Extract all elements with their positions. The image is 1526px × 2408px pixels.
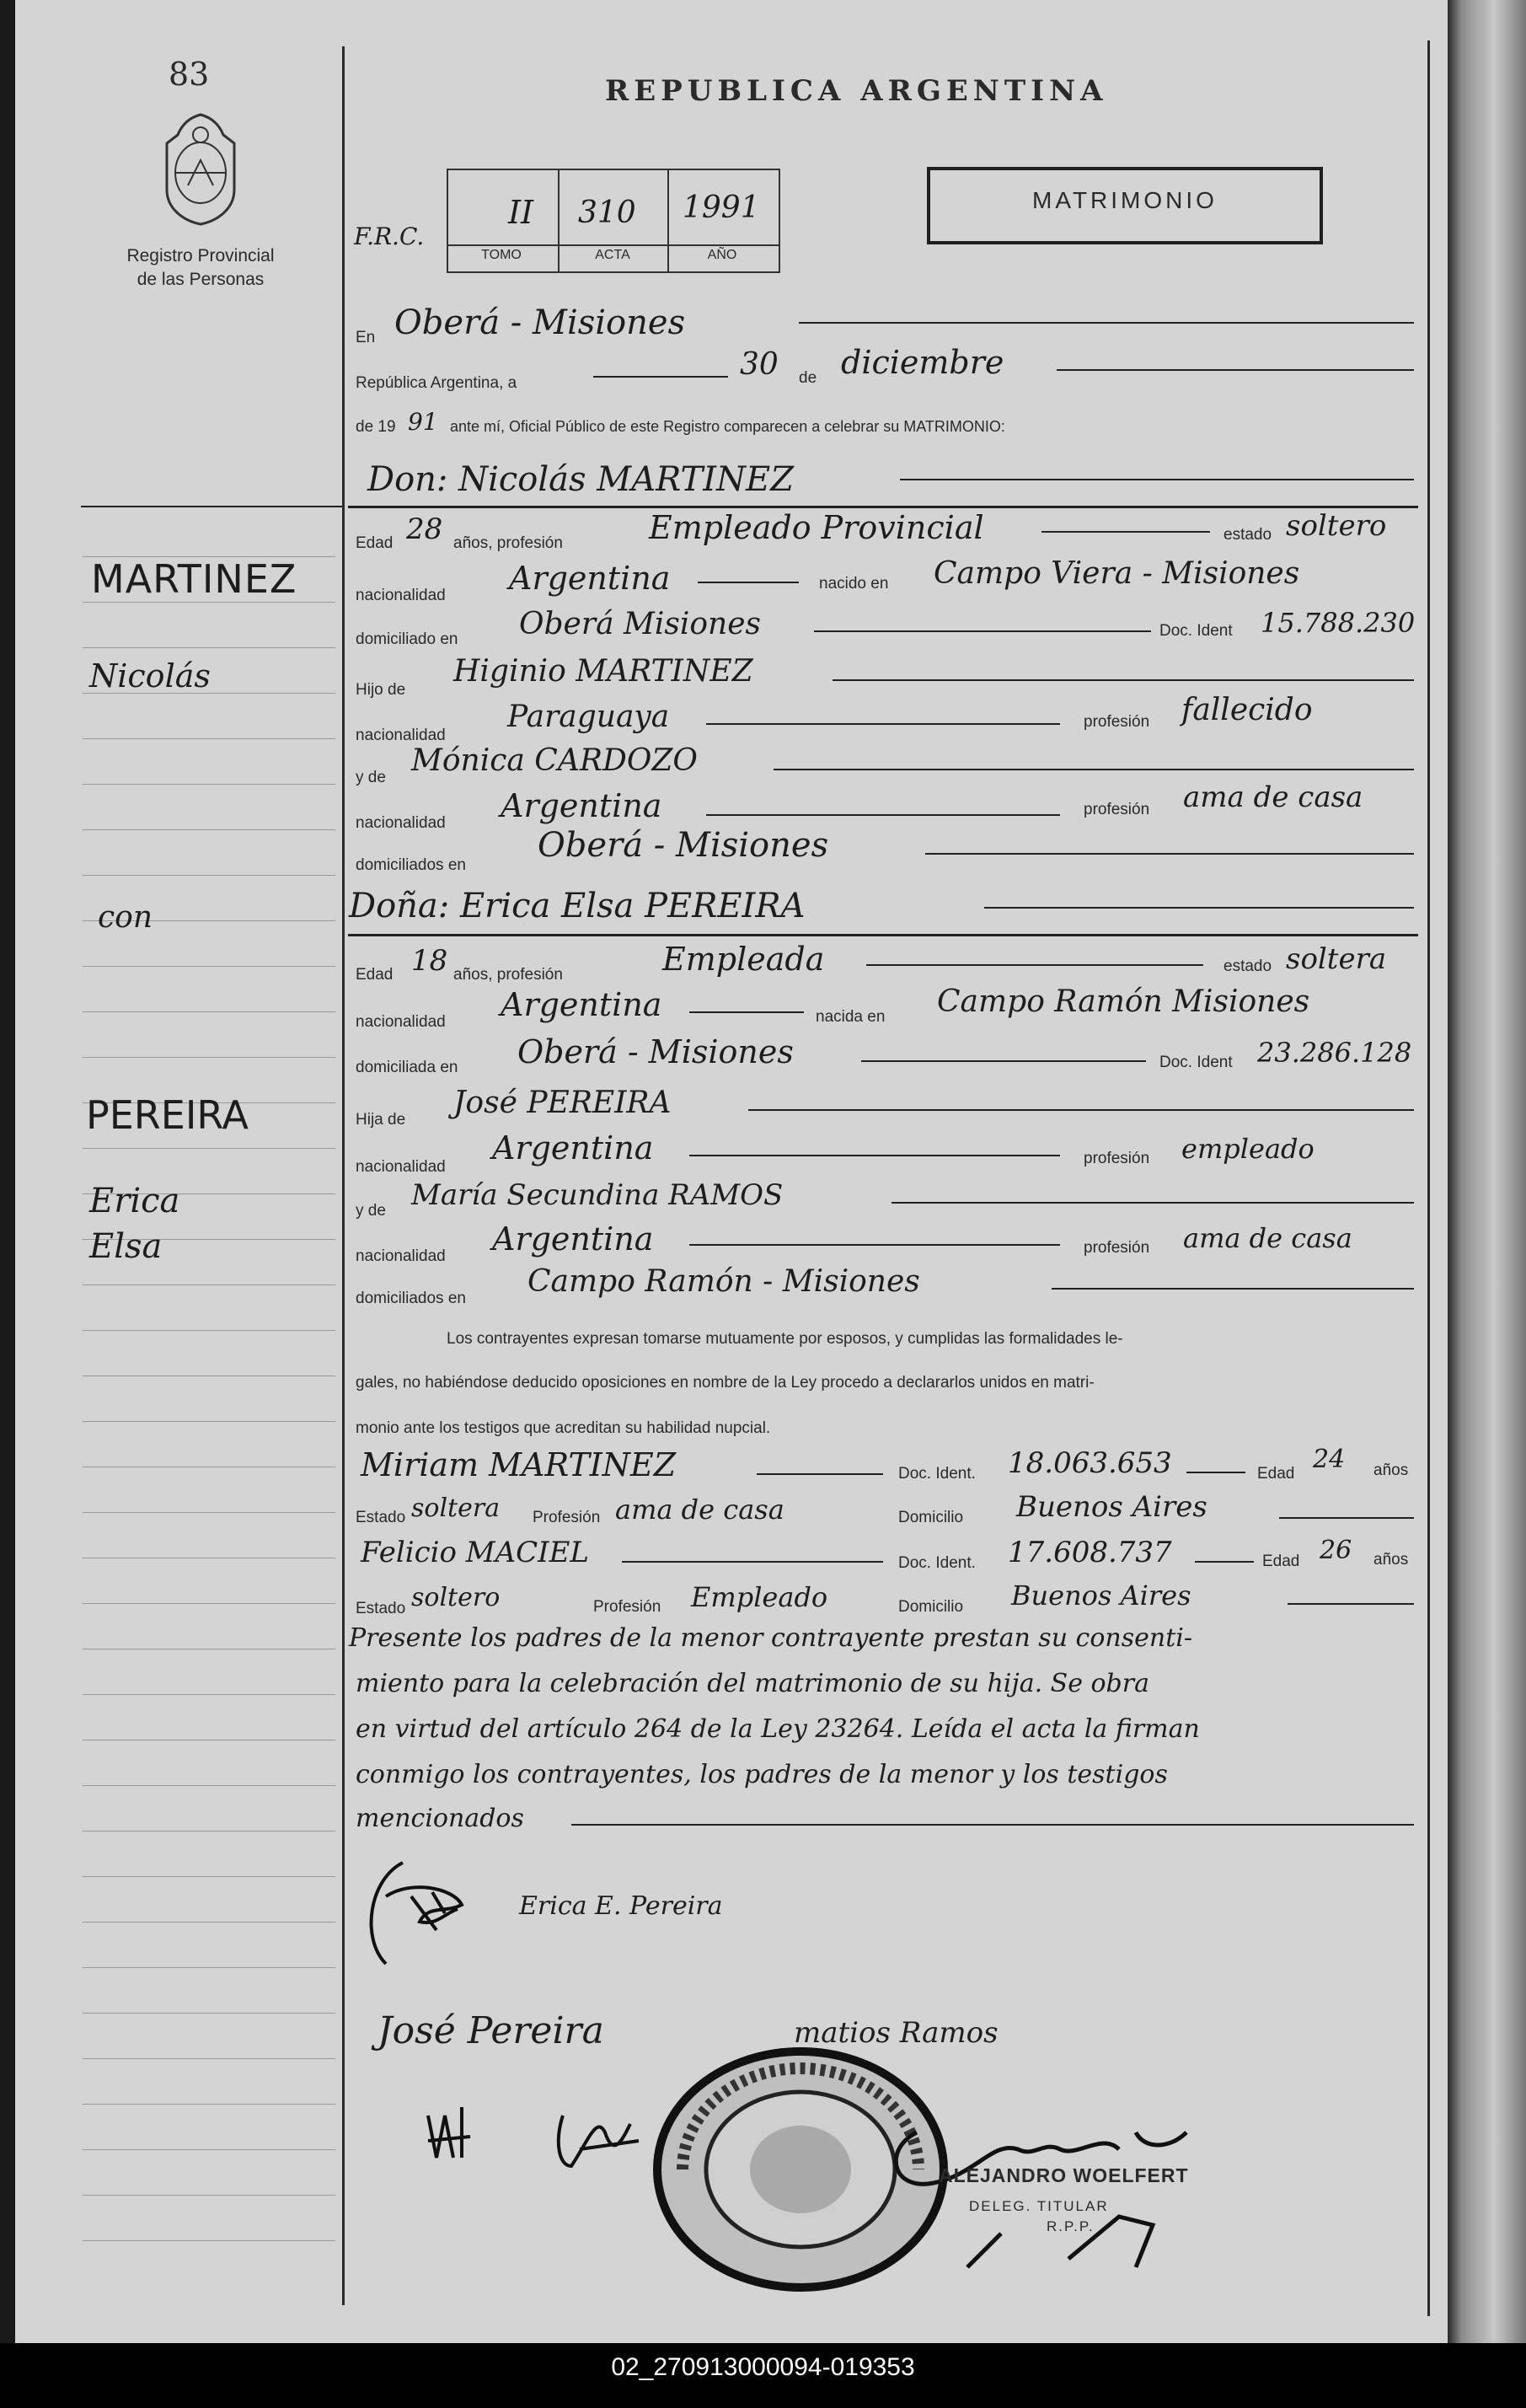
- groom-nat-label: nacionalidad: [356, 587, 446, 604]
- groom-hijo-label: Hijo de: [356, 681, 406, 699]
- footer-image-id: 02_270913000094-019353: [611, 2353, 915, 2381]
- frc-label: F.R.C.: [354, 223, 425, 250]
- witness2-age: 26: [1320, 1536, 1352, 1565]
- groom-age: 28: [406, 512, 443, 546]
- en-label: En: [356, 329, 376, 346]
- margin-bride-name2: Elsa: [89, 1227, 163, 1266]
- groom-birthplace: Campo Viera - Misiones: [934, 556, 1300, 591]
- witness1-status: soltera: [411, 1494, 501, 1523]
- registry-name-line2: de las Personas: [137, 270, 265, 289]
- country-title: REPUBLICA ARGENTINA: [605, 74, 1108, 108]
- official-title: DELEG. TITULAR: [969, 2198, 1109, 2214]
- bride-nationality: Argentina: [501, 986, 662, 1023]
- bride-hija-label: Hija de: [356, 1111, 406, 1129]
- bride-status: soltera: [1286, 942, 1387, 976]
- groom-residence: Oberá Misiones: [519, 607, 761, 641]
- witness2-prof-label: Profesión: [593, 1598, 661, 1616]
- rep-label: República Argentina, a: [356, 374, 517, 392]
- groom-father-occ: fallecido: [1181, 693, 1313, 727]
- bride-edad-label: Edad: [356, 966, 394, 984]
- witness2-occupation: Empleado: [691, 1581, 828, 1613]
- groom-mother-occ: ama de casa: [1183, 780, 1363, 814]
- bride-occupation: Empleada: [662, 941, 825, 978]
- witness2-doc: 17.608.737: [1008, 1536, 1172, 1569]
- margin-bride-surname: PEREIRA: [86, 1092, 249, 1138]
- intro-year-prefix: de 19: [356, 418, 396, 436]
- witness1-estado-label: Estado: [356, 1509, 406, 1526]
- intro-day: 30: [740, 347, 779, 382]
- page-number: 83: [169, 56, 210, 93]
- bride-father-nat: Argentina: [492, 1129, 654, 1166]
- official-signature: [866, 2099, 1237, 2276]
- registry-name-line1: Registro Provincial: [126, 246, 275, 265]
- witness2-domicile: Buenos Aires: [1011, 1579, 1191, 1612]
- official-name: ALEJANDRO WOELFERT: [939, 2164, 1189, 2186]
- witness2-name: Felicio MACIEL: [361, 1536, 590, 1569]
- groom-nationality: Argentina: [509, 560, 671, 597]
- bride-yde-label: y de: [356, 1202, 386, 1220]
- witness1-doc: 18.063.653: [1008, 1446, 1172, 1480]
- bride-nat-label: nacionalidad: [356, 1013, 446, 1031]
- margin-bride-name1: Erica: [89, 1182, 180, 1220]
- witness1-occupation: ama de casa: [615, 1494, 784, 1526]
- bride-mother-occ-label: profesión: [1084, 1239, 1150, 1257]
- margin-header-rule: [81, 506, 342, 507]
- witness1-prof-label: Profesión: [533, 1509, 601, 1526]
- groom-yde-label: y de: [356, 769, 386, 786]
- witness-signatures: [411, 2090, 672, 2183]
- witness2-status: soltero: [411, 1583, 501, 1612]
- coat-of-arms-icon: [154, 110, 247, 228]
- groom-parents-dom-label: domiciliados en: [356, 856, 466, 874]
- margin-con: con: [98, 900, 153, 935]
- groom-father-nat: Paraguaya: [507, 700, 670, 734]
- witness1-domicile: Buenos Aires: [1016, 1490, 1207, 1524]
- witness1-age: 24: [1313, 1445, 1346, 1474]
- bride-parents-res: Campo Ramón - Misiones: [527, 1264, 920, 1299]
- bride-full-name: Doña: Erica Elsa PEREIRA: [349, 887, 806, 925]
- witness2-estado-label: Estado: [356, 1600, 406, 1617]
- bride-age: 18: [411, 944, 448, 978]
- declaration-line3: monio ante los testigos que acreditan su habilidad nupcial.: [356, 1419, 771, 1437]
- bride-mother-nat: Argentina: [492, 1220, 654, 1258]
- bride-birthplace: Campo Ramón Misiones: [937, 984, 1310, 1019]
- frc-ano-label: AÑO: [707, 248, 737, 262]
- groom-status: soltero: [1286, 509, 1387, 543]
- bride-father-nat-label: nacionalidad: [356, 1158, 446, 1176]
- intro-statement: ante mí, Oficial Público de este Registro comparecen a celebrar su MATRIMONIO:: [450, 418, 1005, 435]
- witness1-anos-label: años: [1373, 1461, 1409, 1479]
- frc-acta-label: ACTA: [595, 248, 630, 262]
- witness1-edad-label: Edad: [1257, 1465, 1295, 1483]
- witness1-doc-label: Doc. Ident.: [898, 1465, 976, 1483]
- intro-month: diciembre: [841, 344, 1004, 381]
- margin-groom-surname: MARTINEZ: [91, 556, 297, 602]
- declaration-line2: gales, no habiéndose deducido oposiciones en nombre de la Ley procedo a declararlos unidos en matri-: [356, 1374, 1095, 1392]
- bride-dom-label: domiciliada en: [356, 1059, 458, 1076]
- bride-doc-id: 23.286.128: [1257, 1037, 1412, 1069]
- bride-residence: Oberá - Misiones: [517, 1033, 794, 1070]
- bride-estado-label: estado: [1223, 957, 1272, 975]
- groom-father: Higinio MARTINEZ: [453, 654, 753, 689]
- bride-signature: Erica E. Pereira: [519, 1891, 723, 1921]
- witness2-doc-label: Doc. Ident.: [898, 1554, 976, 1572]
- groom-dom-label: domiciliado en: [356, 630, 458, 648]
- note-line1: Presente los padres de la menor contrayente prestan su consenti-: [349, 1623, 1193, 1653]
- frc-ano-value: 1991: [683, 190, 760, 225]
- groom-estado-label: estado: [1223, 526, 1272, 544]
- mother-signature: matios Ramos: [794, 2016, 999, 2050]
- groom-father-nat-label: nacionalidad: [356, 727, 446, 744]
- witness2-edad-label: Edad: [1262, 1553, 1300, 1570]
- intro-place: Oberá - Misiones: [394, 303, 686, 342]
- certificate-page: [15, 0, 1448, 2343]
- bride-mother: María Secundina RAMOS: [411, 1178, 784, 1212]
- witness1-dom-label: Domicilio: [898, 1509, 964, 1526]
- bride-mother-nat-label: nacionalidad: [356, 1247, 446, 1265]
- frc-tomo-value: II: [508, 194, 534, 231]
- groom-doc-id: 15.788.230: [1261, 607, 1416, 639]
- note-line3: en virtud del artículo 264 de la Ley 23264. Leída el acta la firman: [356, 1714, 1200, 1744]
- note-line5: mencionados: [356, 1804, 524, 1833]
- groom-mother-nat: Argentina: [501, 787, 662, 824]
- groom-edad-label: Edad: [356, 534, 394, 552]
- groom-nacido-label: nacido en: [819, 575, 889, 593]
- witness2-anos-label: años: [1373, 1551, 1409, 1569]
- bride-father-occ-label: profesión: [1084, 1150, 1150, 1167]
- bride-anos-label: años, profesión: [453, 966, 563, 984]
- bride-nacida-label: nacida en: [816, 1008, 886, 1026]
- margin-groom-name: Nicolás: [89, 657, 211, 695]
- declaration-line1: Los contrayentes expresan tomarse mutuamente por esposos, y cumplidas las formalidades le-: [447, 1330, 1123, 1348]
- intro-year-suffix: 91: [408, 408, 438, 436]
- bride-father: José PEREIRA: [453, 1086, 672, 1120]
- groom-parents-res: Oberá - Misiones: [538, 826, 829, 865]
- groom-signature: [352, 1846, 495, 1981]
- bride-father-occ: empleado: [1181, 1133, 1315, 1165]
- note-line4: conmigo los contrayentes, los padres de la menor y los testigos: [356, 1760, 1168, 1789]
- witness2-dom-label: Domicilio: [898, 1598, 964, 1616]
- margin-divider: [342, 46, 345, 2305]
- groom-father-occ-label: profesión: [1084, 713, 1150, 731]
- groom-anos-label: años, profesión: [453, 534, 563, 552]
- intro-de-label: de: [799, 369, 817, 387]
- father-signature: José Pereira: [377, 2009, 604, 2052]
- bride-parents-dom-label: domiciliados en: [356, 1290, 466, 1307]
- bride-mother-occ: ama de casa: [1183, 1222, 1352, 1254]
- matrimonio-label: MATRIMONIO: [1032, 187, 1218, 213]
- groom-full-name: Don: Nicolás MARTINEZ: [367, 460, 794, 499]
- binding-edge: [1448, 0, 1526, 2343]
- frc-acta-value: 310: [578, 196, 636, 230]
- right-frame-border: [1427, 40, 1430, 2316]
- footer-bar: [0, 2343, 1526, 2408]
- groom-mother: Mónica CARDOZO: [411, 743, 698, 778]
- groom-mother-occ-label: profesión: [1084, 801, 1150, 818]
- note-line2: miento para la celebración del matrimonio de su hija. Se obra: [356, 1669, 1149, 1698]
- groom-doc-label: Doc. Ident: [1159, 622, 1233, 640]
- bride-doc-label: Doc. Ident: [1159, 1054, 1233, 1071]
- frc-tomo-label: TOMO: [481, 248, 522, 262]
- official-office: R.P.P.: [1047, 2218, 1095, 2234]
- groom-occupation: Empleado Provincial: [649, 509, 984, 546]
- witness1-name: Miriam MARTINEZ: [361, 1446, 677, 1483]
- groom-mother-nat-label: nacionalidad: [356, 814, 446, 832]
